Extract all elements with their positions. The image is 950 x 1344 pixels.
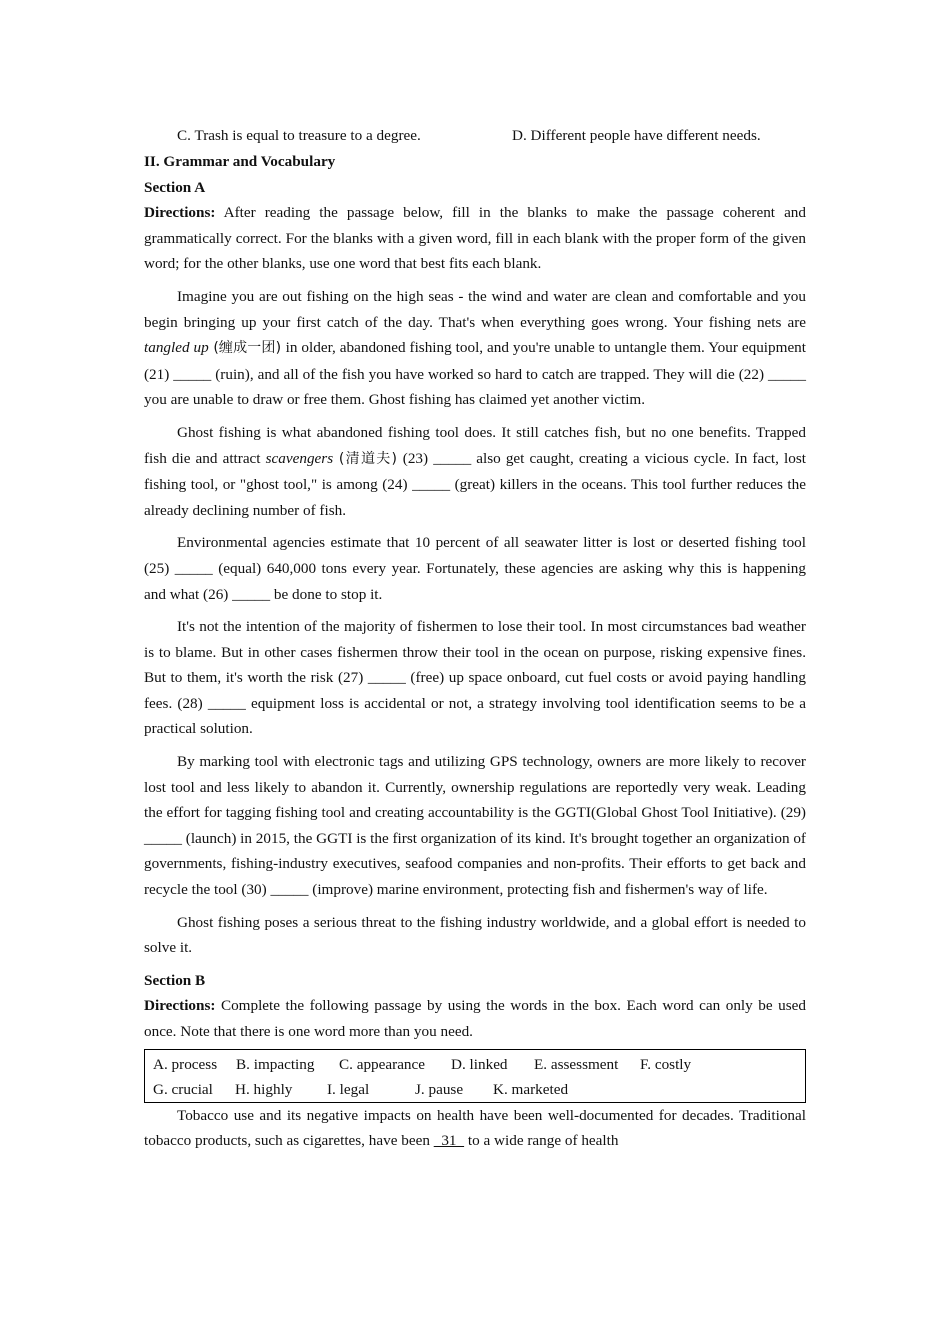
word-bank-item: H. highly: [235, 1080, 293, 1098]
section-b-title: Section B: [144, 971, 206, 989]
previous-question-options: [144, 123, 806, 149]
option-d: D. Different people have different needs.: [512, 127, 761, 144]
word-bank-row-2: [153, 1077, 797, 1102]
option-c: C. Trash is equal to treasure to a degree.: [177, 127, 421, 144]
word-bank-item: A. process: [153, 1055, 218, 1073]
directions-label: Directions:: [144, 997, 216, 1015]
italic-term: scavengers: [265, 449, 334, 467]
word-bank-item: E. assessment: [534, 1055, 619, 1073]
passage-a-paragraph-3: Environmental agencies estimate that 10 percent of all seawater litter is lost or deserted fishing tool (25) _____ (equal) 640,000 tons every year. Fortunately, these agencies are asking why this is happening and what (26) _____ be done to stop it.: [144, 534, 806, 603]
passage-a-paragraph-6: Ghost fishing poses a serious threat to the fishing industry worldwide, and a global effort is needed to solve it.: [144, 913, 806, 957]
worksheet-page: [144, 123, 806, 1154]
italic-term: tangled up: [144, 339, 209, 357]
word-bank-row-1: [153, 1052, 797, 1077]
section-b-directions: [144, 993, 806, 1044]
word-bank-box: [144, 1049, 806, 1103]
section-a-directions: [144, 200, 806, 277]
word-bank-item: F. costly: [640, 1055, 692, 1073]
word-bank-item: J. pause: [415, 1080, 464, 1098]
section-a-title: Section A: [144, 178, 206, 196]
chinese-gloss: (缠成一团): [208, 340, 286, 357]
blank-31: 31: [433, 1132, 465, 1150]
word-bank-item: G. crucial: [153, 1080, 213, 1098]
directions-text: After reading the passage below, fill in the blanks to make the passage coherent and grammatically correct. For the blanks with a given word, fill in each blank with the proper form of the given word; for the other blanks, use one word that best fits each blank.: [144, 204, 806, 273]
word-bank-item: I. legal: [327, 1080, 370, 1098]
chinese-gloss: (清道夫): [333, 450, 403, 467]
directions-label: Directions:: [144, 204, 216, 222]
part-title: II. Grammar and Vocabulary: [144, 153, 336, 170]
word-bank-item: K. marketed: [493, 1080, 569, 1098]
directions-text: Complete the following passage by using the words in the box. Each word can only be used once. Note that there is one word more than you need.: [144, 997, 806, 1040]
passage-a-paragraph-1: Imagine you are out fishing on the high seas - the wind and water are clean and comfortable and you begin bringing up your first catch of the day. That's when everything goes wrong. Your fishing nets are tangled up (缠成一团) in older, abandoned fishing tool, and you're unable to untangle them. Your equipment (21) _____ (ruin), and all of the fish you have worked so hard to catch are trapped. They will die (22) _____ you are unable to draw or free them. Ghost fishing has claimed yet another victim.: [144, 287, 806, 409]
passage-a-paragraph-5: By marking tool with electronic tags and utilizing GPS technology, owners are more likely to recover lost tool and less likely to abandon it. Currently, ownership regulations are reportedly very weak. Leading the effort for tagging fishing tool and creating accountability is the GGTI(Global Ghost Tool Initiative). (29) _____ (launch) in 2015, the GGTI is the first organization of its kind. It's brought together an organization of governments, fishing-industry executives, seafood companies and non-profits. Their efforts to get back and recycle the tool (30) _____ (improve) marine environment, protecting fish and fishermen's way of life.: [144, 753, 806, 899]
word-bank-item: C. appearance: [339, 1055, 426, 1073]
passage-a-paragraph-2: Ghost fishing is what abandoned fishing tool does. It still catches fish, but no one benefits. Trapped fish die and attract scavengers (清道夫) (23) _____ also get caught, creating a vicious cycle. In fact, lost fishing tool, or "ghost tool," is among (24) _____ (great) killers in the oceans. This tool further reduces the already declining number of fish.: [144, 423, 807, 519]
passage-b-paragraph-1: Tobacco use and its negative impacts on health have been well-documented for decades. Traditional tobacco products, such as cigarettes, have been 31 to a wide range of health: [144, 1106, 806, 1150]
word-bank-item: B. impacting: [236, 1055, 315, 1073]
word-bank-item: D. linked: [451, 1055, 508, 1073]
passage-a-paragraph-4: It's not the intention of the majority of fishermen to lose their tool. In most circumstances bad weather is to blame. But in other cases fishermen throw their tool in the ocean on purpose, risking expensive fines. But to them, it's worth the risk (27) _____ (free) up space onboard, cut fuel costs or avoid paying handling fees. (28) _____ equipment loss is accidental or not, a strategy involving tool identification seems to be a practical solution.: [144, 618, 806, 738]
